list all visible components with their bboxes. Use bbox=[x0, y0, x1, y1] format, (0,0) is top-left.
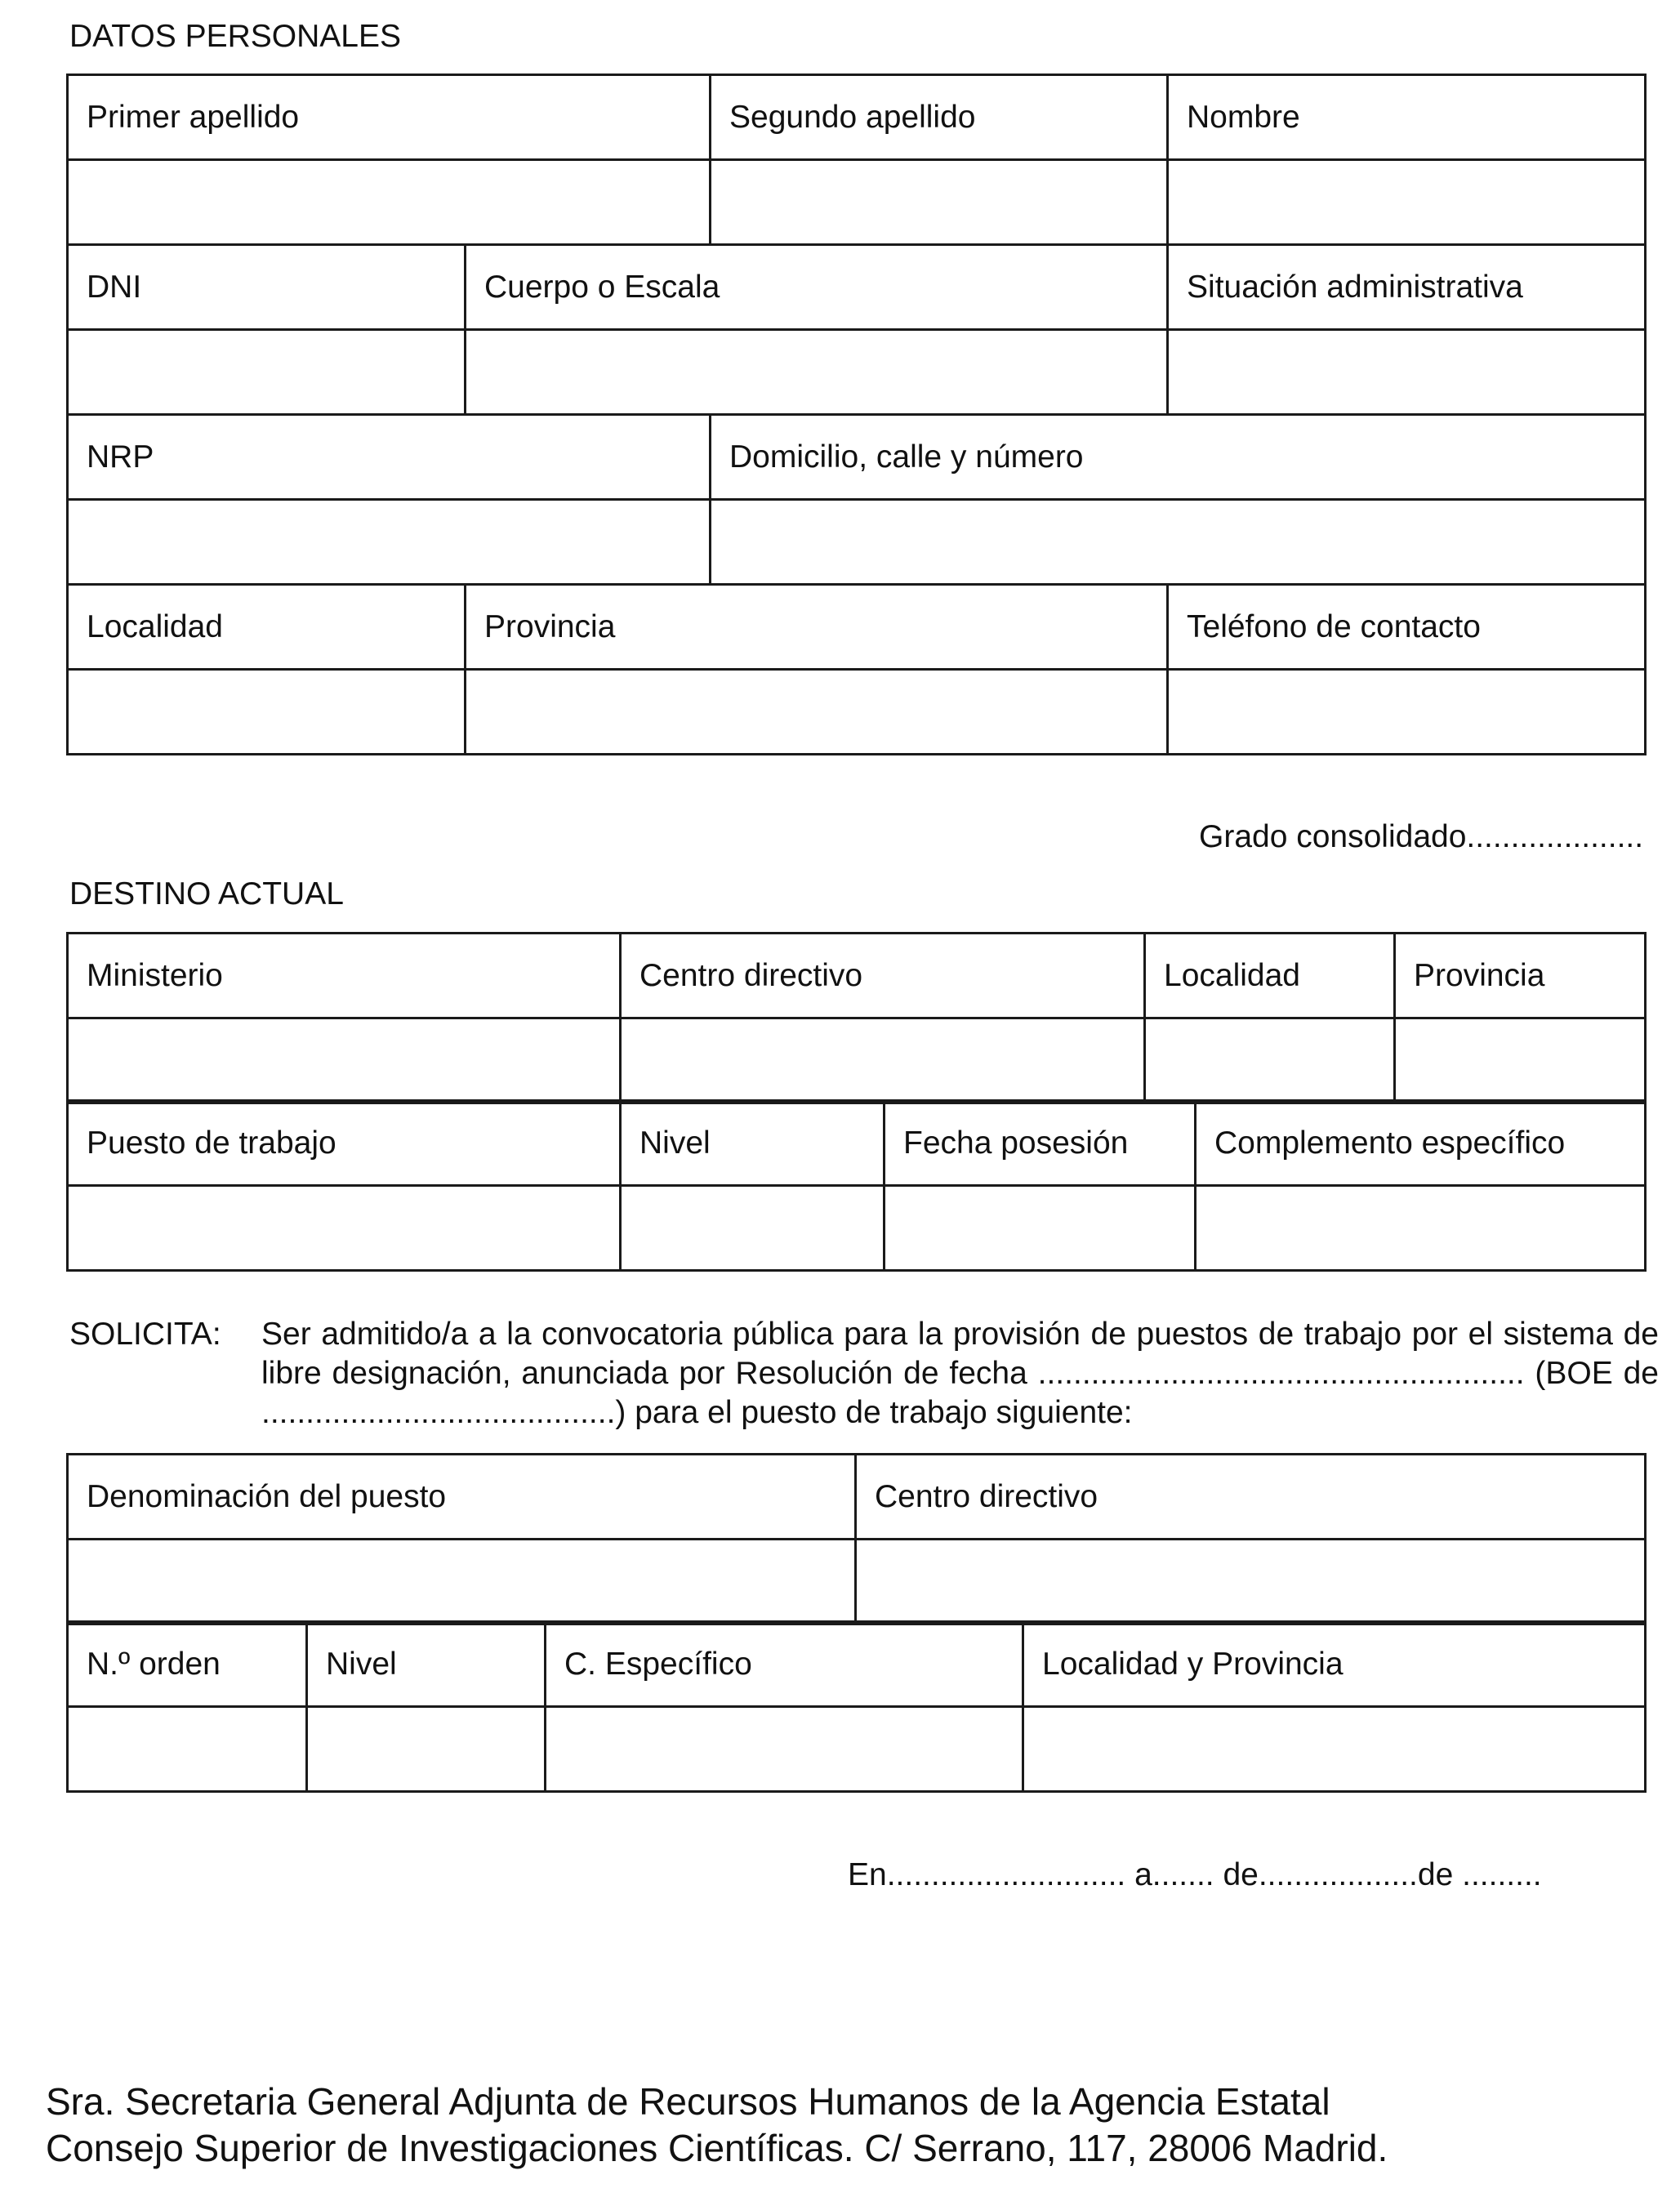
label-localidad: Localidad bbox=[68, 585, 466, 670]
label-dni: DNI bbox=[68, 245, 466, 330]
input-fecha-posesion[interactable] bbox=[885, 1186, 1196, 1271]
grado-consolidado: Grado consolidado.................... bbox=[1199, 819, 1644, 854]
input-denominacion-puesto[interactable] bbox=[68, 1540, 856, 1624]
label-complemento-especifico: Complemento específico bbox=[1196, 1101, 1646, 1186]
label-situacion-administrativa: Situación administrativa bbox=[1168, 245, 1646, 330]
input-domicilio[interactable] bbox=[711, 500, 1646, 585]
input-puesto-trabajo[interactable] bbox=[68, 1186, 621, 1271]
input-c-especifico[interactable] bbox=[546, 1707, 1023, 1792]
label-n-orden: N.º orden bbox=[68, 1622, 307, 1707]
input-localidad[interactable] bbox=[68, 670, 466, 755]
fecha-lugar-line: En........................... a....... de..................de ......... bbox=[848, 1857, 1542, 1892]
input-ministerio[interactable] bbox=[68, 1018, 621, 1103]
input-centro-directivo-solicitado[interactable] bbox=[856, 1540, 1646, 1624]
label-nrp: NRP bbox=[68, 415, 711, 500]
label-cuerpo-escala: Cuerpo o Escala bbox=[466, 245, 1168, 330]
input-centro-directivo[interactable] bbox=[621, 1018, 1145, 1103]
input-nivel-solicitado[interactable] bbox=[307, 1707, 546, 1792]
label-localidad-destino: Localidad bbox=[1145, 934, 1395, 1018]
input-cuerpo-escala[interactable] bbox=[466, 330, 1168, 415]
label-denominacion-puesto: Denominación del puesto bbox=[68, 1455, 856, 1540]
input-n-orden[interactable] bbox=[68, 1707, 307, 1792]
input-dni[interactable] bbox=[68, 330, 466, 415]
destino-actual-table bbox=[66, 932, 1647, 1104]
input-provincia[interactable] bbox=[466, 670, 1168, 755]
input-nivel-destino[interactable] bbox=[621, 1186, 885, 1271]
input-complemento-especifico[interactable] bbox=[1196, 1186, 1646, 1271]
label-nivel-destino: Nivel bbox=[621, 1101, 885, 1186]
input-primer-apellido[interactable] bbox=[68, 160, 711, 245]
input-telefono[interactable] bbox=[1168, 670, 1646, 755]
label-primer-apellido: Primer apellido bbox=[68, 75, 711, 160]
label-c-especifico: C. Específico bbox=[546, 1622, 1023, 1707]
input-provincia-destino[interactable] bbox=[1395, 1018, 1646, 1103]
footer-line-2: Consejo Superior de Investigaciones Científicas. C/ Serrano, 117, 28006 Madrid. bbox=[46, 2127, 1388, 2169]
input-situacion-administrativa[interactable] bbox=[1168, 330, 1646, 415]
label-nombre: Nombre bbox=[1168, 75, 1646, 160]
label-fecha-posesion: Fecha posesión bbox=[885, 1101, 1196, 1186]
footer-line-1: Sra. Secretaria General Adjunta de Recursos Humanos de la Agencia Estatal bbox=[46, 2080, 1330, 2123]
input-localidad-provincia[interactable] bbox=[1023, 1707, 1646, 1792]
label-ministerio: Ministerio bbox=[68, 934, 621, 1018]
datos-personales-title: DATOS PERSONALES bbox=[69, 19, 402, 54]
label-nivel-solicitado: Nivel bbox=[307, 1622, 546, 1707]
destino-actual-table-2 bbox=[66, 1099, 1647, 1272]
solicita-text: Ser admitido/a a la convocatoria pública para la provisión de puestos de trabajo por el sistema de libre designación, anunciada por Resolución de fecha ....................................................... (BOE de ........................................) para el puesto de trabajo siguiente: bbox=[261, 1317, 1659, 1430]
destino-actual-title: DESTINO ACTUAL bbox=[69, 876, 344, 911]
input-nombre[interactable] bbox=[1168, 160, 1646, 245]
input-segundo-apellido[interactable] bbox=[711, 160, 1168, 245]
label-centro-directivo-solicitado: Centro directivo bbox=[856, 1455, 1646, 1540]
label-localidad-provincia: Localidad y Provincia bbox=[1023, 1622, 1646, 1707]
input-localidad-destino[interactable] bbox=[1145, 1018, 1395, 1103]
label-puesto-trabajo: Puesto de trabajo bbox=[68, 1101, 621, 1186]
label-centro-directivo: Centro directivo bbox=[621, 934, 1145, 1018]
puesto-solicitado-table bbox=[66, 1453, 1647, 1625]
solicita-label: SOLICITA: bbox=[69, 1317, 221, 1352]
label-segundo-apellido: Segundo apellido bbox=[711, 75, 1168, 160]
label-provincia-destino: Provincia bbox=[1395, 934, 1646, 1018]
puesto-solicitado-table-2 bbox=[66, 1620, 1647, 1793]
input-nrp[interactable] bbox=[68, 500, 711, 585]
datos-personales-table bbox=[66, 74, 1647, 755]
label-domicilio: Domicilio, calle y número bbox=[711, 415, 1646, 500]
label-telefono: Teléfono de contacto bbox=[1168, 585, 1646, 670]
label-provincia: Provincia bbox=[466, 585, 1168, 670]
